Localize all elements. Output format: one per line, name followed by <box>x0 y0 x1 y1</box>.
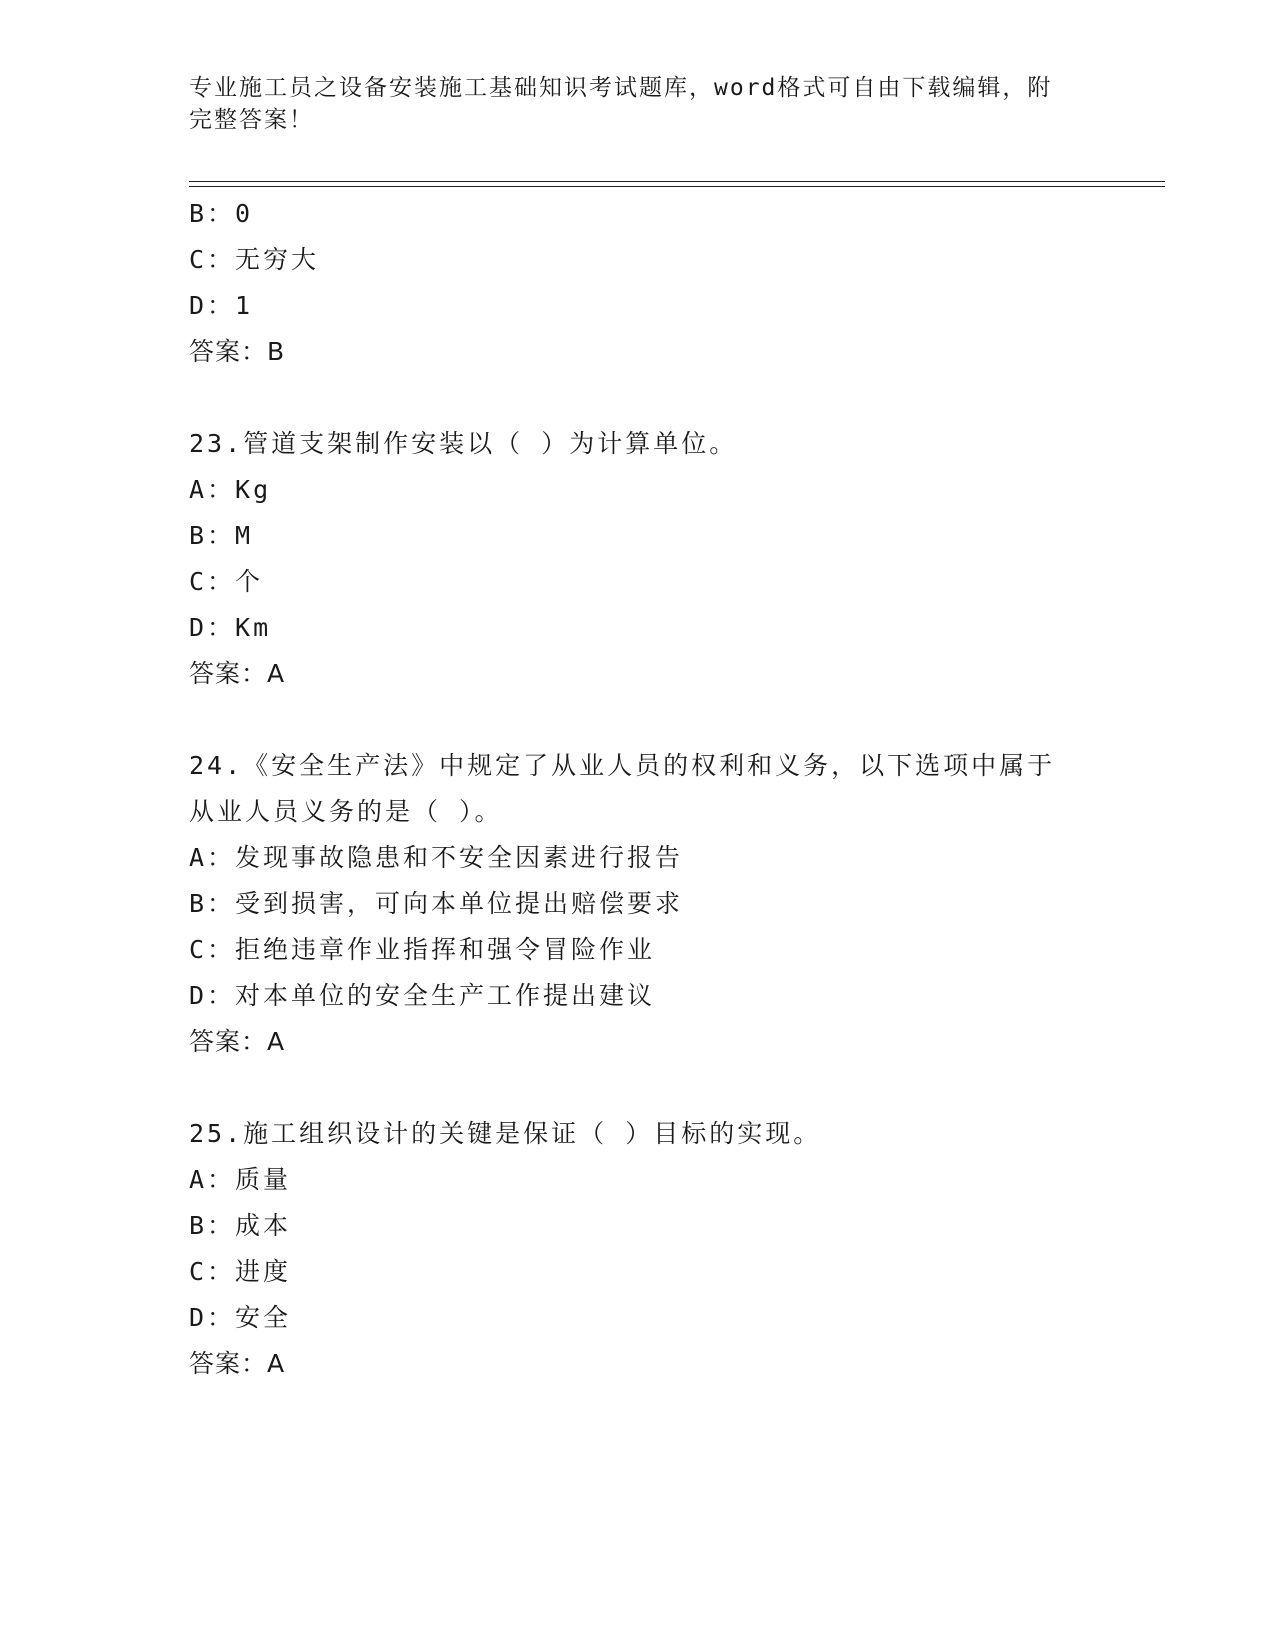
header-rule-top <box>189 181 1165 182</box>
answer-label: 答案：A <box>189 1027 286 1056</box>
option-d: D：Km <box>189 613 272 642</box>
question-22-continued <box>189 191 1089 375</box>
option-c: C：进度 <box>189 1257 292 1286</box>
option-d: D：对本单位的安全生产工作提出建议 <box>189 981 656 1010</box>
option-d: D：安全 <box>189 1303 292 1332</box>
header-rule-bottom <box>189 186 1165 187</box>
option-b: B：受到损害，可向本单位提出赔偿要求 <box>189 889 684 918</box>
option-a: A：Kg <box>189 475 272 504</box>
option-b: B：M <box>189 521 254 550</box>
question-stem: 23.管道支架制作安装以（ ）为计算单位。 <box>189 429 738 458</box>
question-stem: 24.《安全生产法》中规定了从业人员的权利和义务，以下选项中属于 <box>189 751 1056 780</box>
option-c: C：拒绝违章作业指挥和强令冒险作业 <box>189 935 656 964</box>
question-stem-continued: 从业人员义务的是（ ）。 <box>189 797 503 826</box>
question-stem: 25.施工组织设计的关键是保证（ ）目标的实现。 <box>189 1119 822 1148</box>
answer-label: 答案：A <box>189 1349 286 1378</box>
spacer <box>189 697 1089 743</box>
question-23 <box>189 421 1089 697</box>
option-a: A：发现事故隐患和不安全因素进行报告 <box>189 843 684 872</box>
answer-label: 答案：A <box>189 659 286 688</box>
question-list <box>189 191 1089 1387</box>
option-b: B：成本 <box>189 1211 292 1240</box>
document-header-title: 专业施工员之设备安装施工基础知识考试题库，word格式可自由下载编辑，附完整答案！ <box>189 75 1053 133</box>
spacer <box>189 375 1089 421</box>
spacer <box>189 1065 1089 1111</box>
question-25 <box>189 1111 1089 1387</box>
option-c: C：无穷大 <box>189 245 320 274</box>
question-24 <box>189 743 1089 1065</box>
option-a: A：质量 <box>189 1165 292 1194</box>
answer-label: 答案：B <box>189 337 286 366</box>
option-d: D：1 <box>189 291 254 320</box>
option-c: C：个 <box>189 567 264 596</box>
option-b: B：0 <box>189 199 254 228</box>
